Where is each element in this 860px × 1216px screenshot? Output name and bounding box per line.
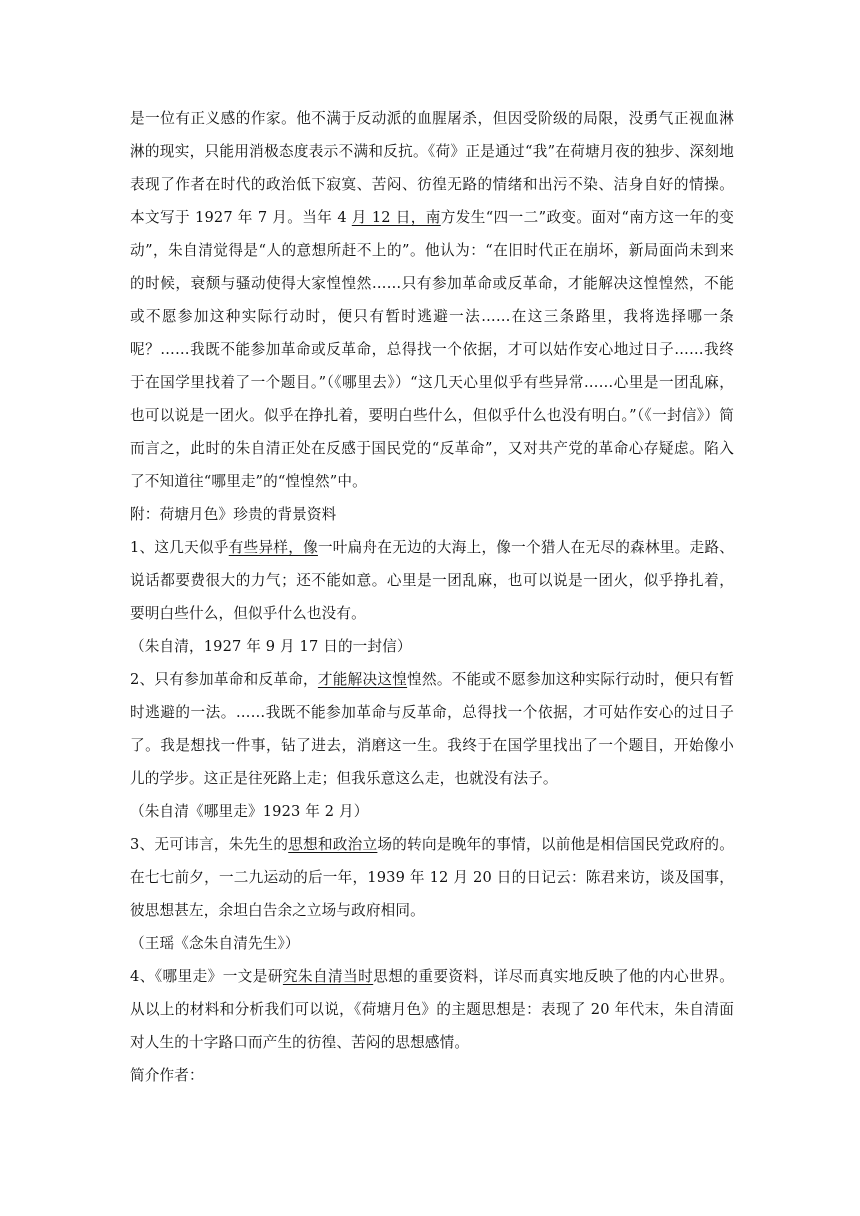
item-2-paragraph [130, 663, 734, 795]
item-2-underlined-text: 才能解决这惶 [317, 671, 408, 688]
item-3-text-a: 3、无可讳言，朱先生的 [130, 836, 289, 853]
item-4-text-a: 4、《哪里走》一文是研 [130, 968, 283, 985]
item-4-paragraph [130, 960, 734, 1059]
item-2-source: （朱自清《哪里走》1923 年 2 月） [130, 803, 369, 820]
item-3-paragraph [130, 828, 734, 927]
intro-text-b: 方发生“四一二”政变。面对“南方这一年的变动”，朱自清觉得是“人的意想所赶不上的”。他认为：“在旧时代正在崩坏，新局面尚未到来的时候，衰颓与骚动使得大家惶惶然……只有参加革命或反革命，才能解决这惶惶然，不能或不愿参加这种实际行动时，便只有暂时逃避一法……在这三条路里，我将选择哪一条呢？……我既不能参加革命或反革命，总得找一个依据，才可以姑作安心地过日子……我终于在国学里找着了一个题目。”（《哪里去》）“这几天心里似乎有些异常……心里是一团乱麻，也可以说是一团火。似乎在挣扎着，要明白些什么，但似乎什么也没有明白。”（《一封信》）简而言之，此时的朱自清正处在反感于国民党的“反革命”，又对共产党的革命心存疑虑。陷入了不知道往“哪里走”的“惶惶然”中。 [130, 209, 734, 490]
item-3-source: （王瑶《念朱自清先生》） [130, 935, 300, 952]
item-1-source: （朱自清，1927 年 9 月 17 日的一封信） [130, 638, 412, 655]
item-2-text-a: 2、只有参加革命和反革命， [130, 671, 318, 688]
item-4-underlined-text: 究朱自清当时 [282, 968, 374, 985]
author-heading: 简介作者： [130, 1067, 204, 1084]
item-4-text-b: 思想的重要资料，详尽而真实地反映了他的内心世界。从以上的材料和分析我们可以说，《荷塘月色》的主题思想是：表现了 20 年代末，朱自清面对人生的十字路口而产生的彷徨、苦闷的思想感情。 [130, 968, 734, 1051]
item-1-paragraph [130, 531, 734, 630]
item-1-text-a: 1、这几天似乎 [130, 539, 229, 556]
document-body [130, 102, 734, 1092]
intro-underlined-text: 月 12 日，南 [351, 209, 441, 226]
appendix-heading: 附：荷塘月色》珍贵的背景资料 [130, 506, 337, 523]
intro-paragraph [130, 102, 734, 498]
item-3-underlined-text: 思想和政治立 [288, 836, 378, 853]
item-1-underlined-text: 有些异样，像 [228, 539, 318, 556]
item-1-text-b: 一叶扁舟在无边的大海上，像一个猎人在无尽的森林里。走路、说话都要费很大的力气；还不能如意。心里是一团乱麻，也可以说是一团火，似乎挣扎着，要明白些什么，但似乎什么也没有。 [130, 539, 735, 622]
intro-text-a: 是一位有正义感的作家。他不满于反动派的血腥屠杀，但因受阶级的局限，没勇气正视血淋淋的现实，只能用消极态度表示不满和反抗。《荷》正是通过“我”在荷塘月夜的独步、深刻地表现了作者在时代的政治低下寂寞、苦闷、彷徨无路的情绪和出污不染、洁身自好的情操。本文写于 1927 年 7 月。当年 4 [130, 110, 734, 226]
item-2-text-b: 惶然。不能或不愿参加这种实际行动时，便只有暂时逃避的一法。……我既不能参加革命与反革命，总得找一个依据，才可姑作安心的过日子了。我是想找一件事，钻了进去，消磨这一生。我终于在国学里找出了一个题目，开始像小儿的学步。这正是往死路上走；但我乐意这么走，也就没有法子。 [130, 671, 734, 787]
item-3-text-b: 场的转向是晚年的事情，以前他是相信国民党政府的。在七七前夕，一二九运动的后一年，1939 年 12 月 20 日的日记云：陈君来访，谈及国事，彼思想甚左，余坦白告余之立场与政府相同。 [130, 836, 735, 919]
